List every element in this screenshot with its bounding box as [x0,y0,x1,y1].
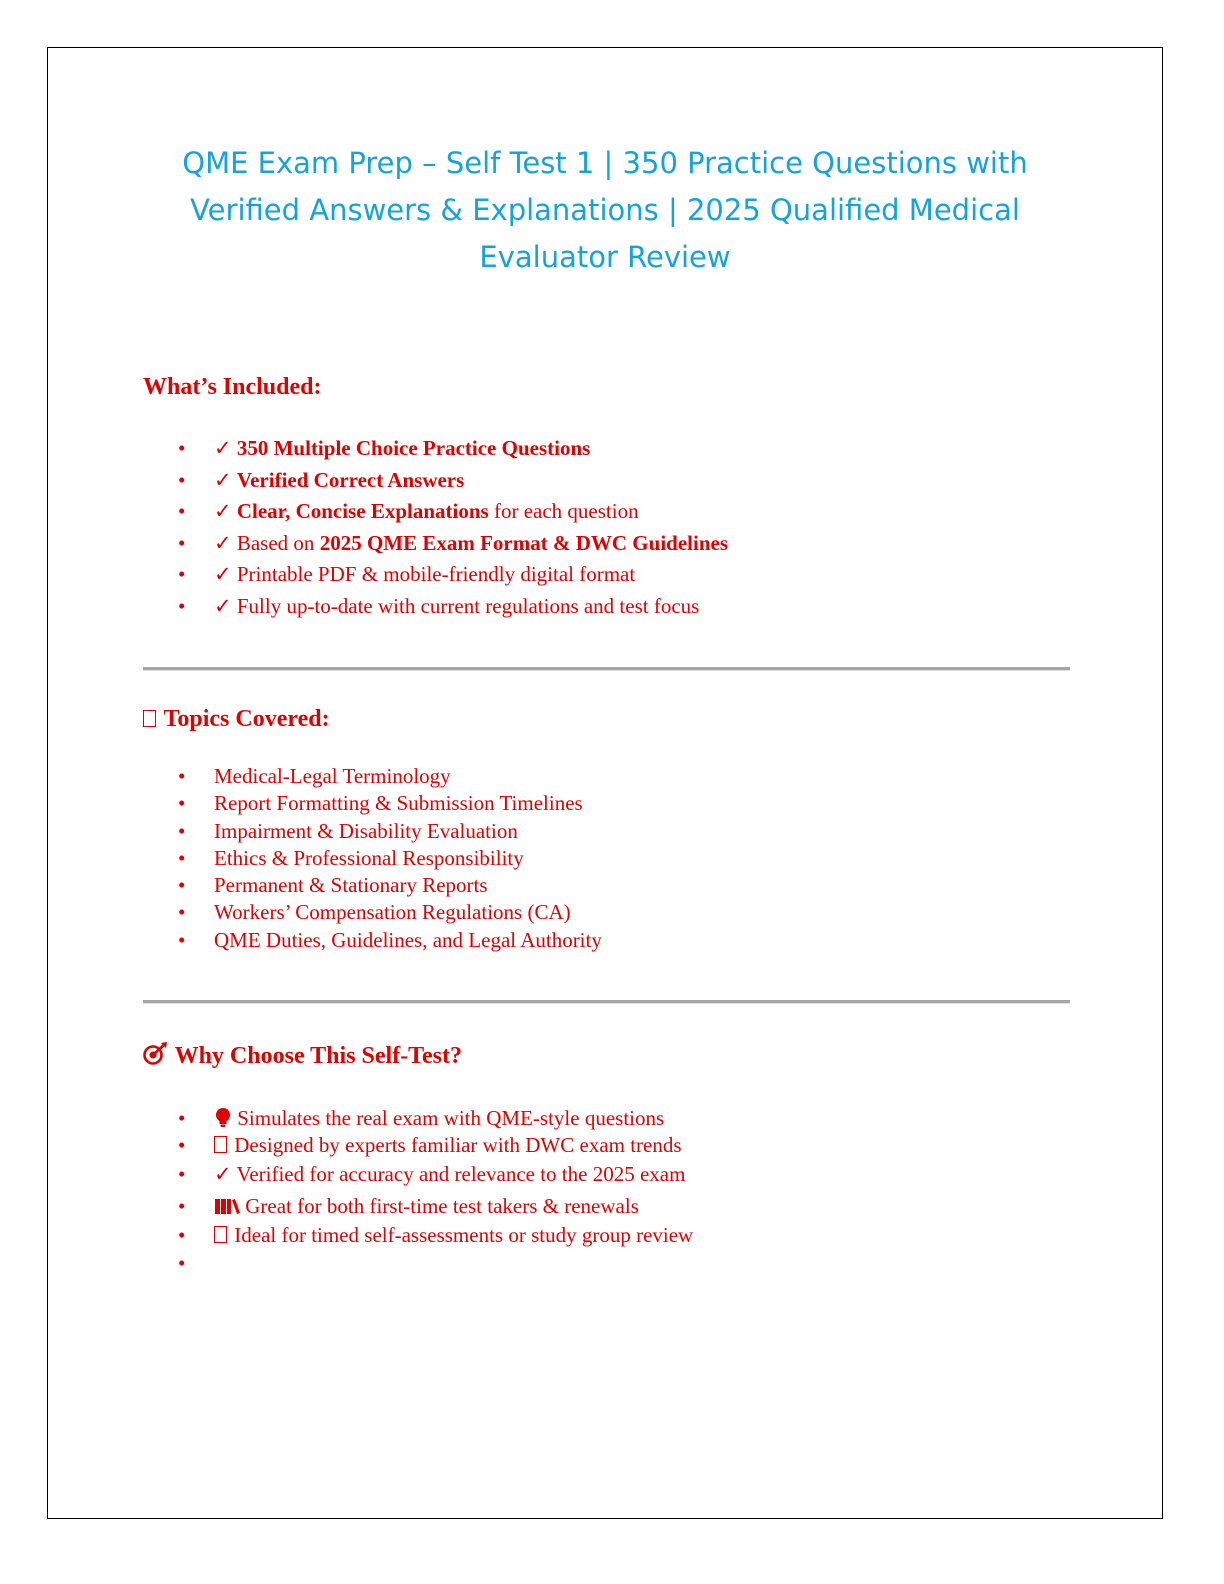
list-item: • ✓ Verified for accuracy and relevance to the 2025 exam [178,1162,686,1187]
document-title: QME Exam Prep – Self Test 1 | 350 Practice Questions with Verified Answers & Explanations | 2025 Qualified Medical Evaluator Review [182,146,1028,274]
missing-glyph-icon [143,710,156,727]
list-item: • ✓ 350 Multiple Choice Practice Questions [178,436,591,460]
list-item: • Medical-Legal Terminology [178,764,451,788]
list-item: • Ethics & Professional Responsibility [178,845,524,870]
check-icon: ✓ [214,1162,232,1187]
list-item: • Workers’ Compensation Regulations (CA) [178,900,571,925]
why-heading: Why Choose This Self-Test? [143,1042,462,1070]
list-item: • Impairment & Disability Evaluation [178,818,518,843]
books-icon [214,1197,240,1215]
included-list [178,436,728,625]
check-icon: ✓ [214,593,232,618]
target-icon [143,1042,169,1066]
lightbulb-icon [214,1108,232,1128]
section-divider [143,667,1070,671]
list-item: • ✓ Based on 2025 QME Exam Format & DWC Guidelines [178,530,728,555]
list-item: • ✓ Verified Correct Answers [178,467,465,492]
list-item: • Designed by experts familiar with DWC exam trends [178,1133,682,1158]
list-item: • Simulates the real exam with QME-style questions [178,1106,665,1130]
list-item: • Great for both first-time test takers & renewals [178,1194,639,1219]
whats-included-heading: What’s Included: [143,374,322,400]
list-item: • ✓ Printable PDF & mobile-friendly digital format [178,562,636,586]
section-divider [143,1000,1070,1004]
topics-heading: Topics Covered: [143,706,330,733]
check-icon: ✓ [214,530,232,555]
check-icon: ✓ [214,436,232,460]
missing-glyph-icon [214,1226,227,1243]
list-item: • ✓ Clear, Concise Explanations for each question [178,499,639,523]
list-item: • Ideal for timed self-assessments or study group review [178,1223,694,1248]
check-icon: ✓ [214,467,232,492]
list-item: • ✓ Fully up-to-date with current regulations and test focus [178,593,700,618]
list-item: • Report Formatting & Submission Timelines [178,791,583,816]
list-item: • Permanent & Stationary Reports [178,873,488,898]
missing-glyph-icon [214,1136,227,1153]
check-icon: ✓ [214,499,232,523]
list-item: • QME Duties, Guidelines, and Legal Authority [178,927,602,952]
why-list [178,1106,693,1278]
check-icon: ✓ [214,562,232,586]
list-item: • [178,1250,186,1275]
topics-list [178,764,602,955]
